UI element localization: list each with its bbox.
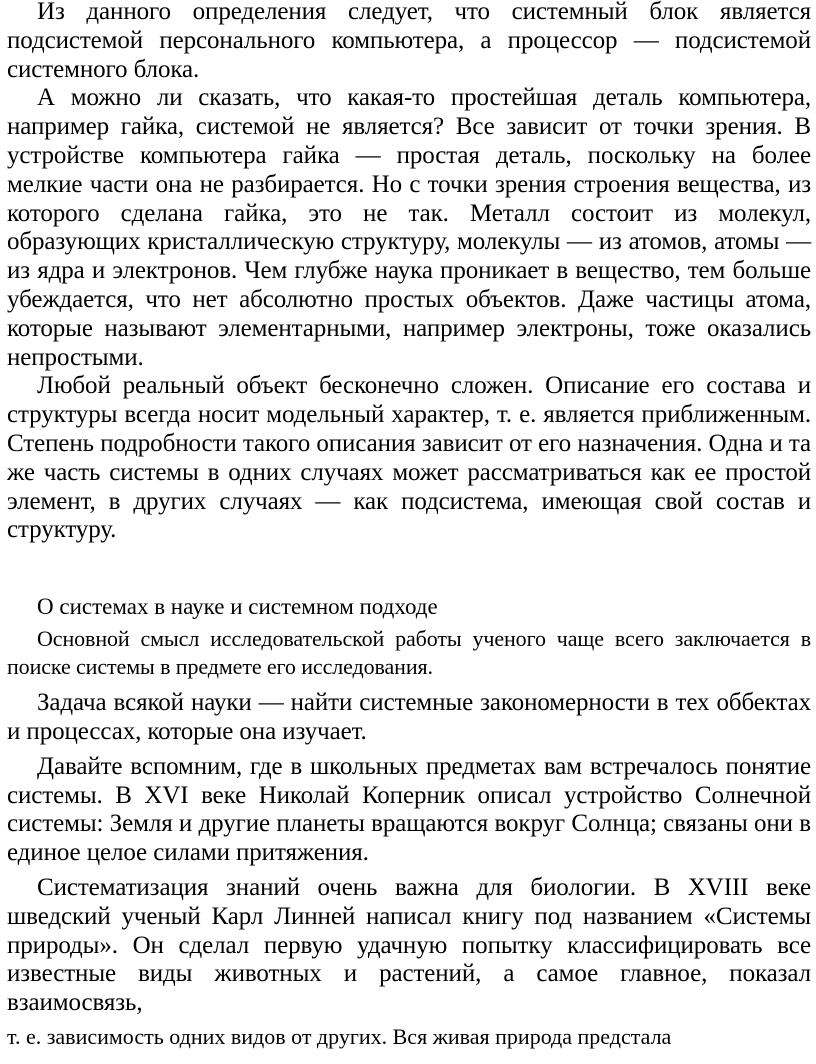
paragraph-continuation-line: т. е. зависимость одних видов от других. Вся живая природа предстала bbox=[7, 1023, 672, 1049]
section-heading: О системах в науке и системном подходе bbox=[37, 594, 438, 620]
paragraph-copernicus: Давайте вспомним, где в школьных предметах вам встречалось понятие системы. В XVI веке Николай Коперник описал устройство Солнечной системы: Земля и другие планеты вращаются вокруг Солнца; связаны они в единое целое силами притяжения. bbox=[7, 752, 811, 867]
paragraph-linnaeus: Систематизация знаний очень важна для биологии. В XVIII веке шведский ученый Карл Линней написал книгу под названием «Системы природы». Он сделал первую удачную попытку классифицировать все известные виды животных и растений, а самое главное, показал взаимосвязь, bbox=[7, 873, 811, 1017]
paragraph-subsystem-definition: Из данного определения следует, что системный блок является подсистемой персонального компьютера, а процессор — подсистемой системного блока. bbox=[7, 0, 811, 83]
paragraph-science-task: Задача всякой науки — найти системные закономерности в тех оббектах и процессах, которые она изучает. bbox=[7, 689, 811, 745]
paragraph-real-object: Любой реальный объект бесконечно сложен. Описание его состава и структуры всегда носит модельный характер, т. е. является приближенным. Степень подробности такого описания зависит от его назначения. Одна и та же часть системы в одних случаях может рассматриваться как ее простой элемент, в других случаях — как подсистема, имеющая свой состав и структуру. bbox=[7, 372, 811, 544]
paragraph-research-meaning: Основной смысл исследовательской работы ученого чаще всего заключается в поиске системы в предмете его исследования. bbox=[7, 626, 811, 680]
paragraph-simple-part: А можно ли сказать, что какая-то простейшая деталь компьютера, например гайка, системой не является? Все зависит от точки зрения. В устройстве компьютера гайка — простая деталь, поскольку на более мелкие части она не разбирается. Но с точки зрения строения вещества, из которого сделана гайка, это не так. Металл состоит из молекул, образующих кристаллическую структуру, молекулы — из атомов, атомы — из ядра и электронов. Чем глубже наука проникает в вещество, тем больше убеждается, что нет абсолютно простых объектов. Даже частицы атома, которые называют элементарными, например электроны, тоже оказались непростыми. bbox=[7, 84, 811, 371]
document-page bbox=[7, 0, 811, 1050]
